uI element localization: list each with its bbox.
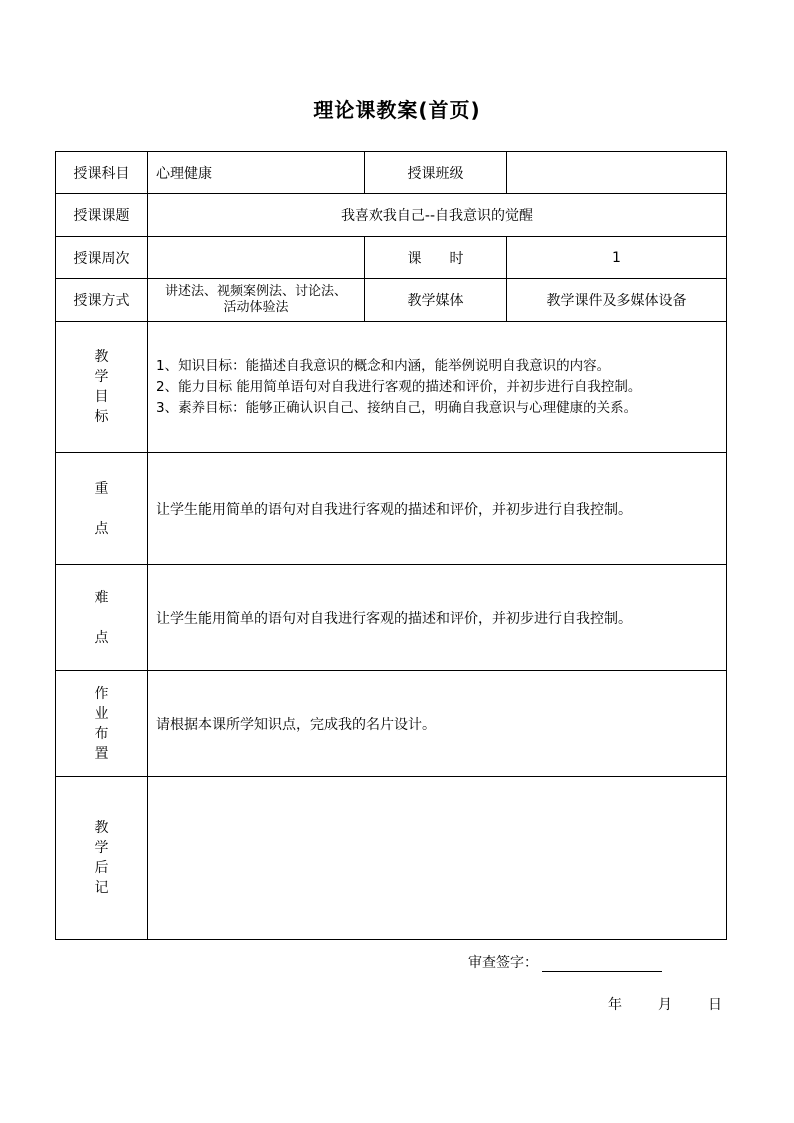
page-title: 理论课教案(首页) bbox=[313, 98, 481, 122]
reflection-label bbox=[56, 777, 148, 940]
row-topic bbox=[56, 194, 727, 237]
homework-label-char: 业 bbox=[94, 705, 109, 722]
row-homework bbox=[56, 671, 727, 777]
reflection-label-char: 后 bbox=[94, 860, 109, 876]
reflection-label-char: 学 bbox=[94, 840, 109, 856]
difficulty-label bbox=[56, 565, 148, 671]
goal-item-literacy: 3、素养目标：能够正确认识自己、接纳自己，明确自我意识与心理健康的关系。 bbox=[156, 399, 638, 416]
week-value bbox=[148, 237, 365, 279]
difficulty-label-char: 点 bbox=[94, 629, 109, 646]
homework-label-char: 置 bbox=[94, 745, 109, 762]
difficulty-content: 让学生能用简单的语句对自我进行客观的描述和评价，并初步进行自我控制。 bbox=[148, 565, 727, 671]
lesson-plan-table bbox=[55, 151, 727, 940]
method-label: 授课方式 bbox=[56, 279, 148, 322]
row-week bbox=[56, 237, 727, 279]
signature-area bbox=[468, 952, 662, 972]
media-label: 教学媒体 bbox=[365, 279, 507, 322]
signature-line[interactable] bbox=[542, 957, 662, 972]
goals-label bbox=[56, 322, 148, 453]
key-point-label bbox=[56, 453, 148, 565]
date-year: 年 bbox=[608, 997, 622, 1013]
topic-value: 我喜欢我自己--自我意识的觉醒 bbox=[148, 194, 727, 237]
homework-label-char: 布 bbox=[94, 725, 109, 742]
homework-label-char: 作 bbox=[94, 685, 109, 702]
homework-label bbox=[56, 671, 148, 777]
goals-label-char: 教 bbox=[94, 349, 109, 365]
goals-label-char: 学 bbox=[94, 369, 109, 385]
reflection-label-char: 教 bbox=[94, 820, 109, 836]
week-label: 授课周次 bbox=[56, 237, 148, 279]
goals-label-char: 目 bbox=[94, 389, 109, 405]
subject-label: 授课科目 bbox=[56, 152, 148, 194]
method-value-line1: 讲述法、视频案例法、讨论法、 bbox=[164, 284, 347, 299]
row-subject bbox=[56, 152, 727, 194]
method-value-line2: 活动体验法 bbox=[223, 300, 289, 315]
topic-label: 授课课题 bbox=[56, 194, 148, 237]
class-label: 授课班级 bbox=[365, 152, 507, 194]
row-difficulty bbox=[56, 565, 727, 671]
row-method bbox=[56, 279, 727, 322]
reflection-label-char: 记 bbox=[94, 880, 109, 896]
goal-item-ability: 2、能力目标 能用简单语句对自我进行客观的描述和评价，并初步进行自我控制。 bbox=[156, 378, 642, 395]
goals-content bbox=[148, 322, 727, 453]
reflection-content bbox=[148, 777, 727, 940]
key-point-label-char: 点 bbox=[94, 520, 109, 537]
goal-item-knowledge: 1、知识目标：能描述自我意识的概念和内涵，能举例说明自我意识的内容。 bbox=[156, 357, 611, 374]
media-value: 教学课件及多媒体设备 bbox=[507, 279, 727, 322]
row-reflection bbox=[56, 777, 727, 940]
hours-value: 1 bbox=[507, 237, 727, 279]
difficulty-label-char: 难 bbox=[94, 589, 109, 606]
goals-label-char: 标 bbox=[94, 409, 109, 425]
class-value bbox=[507, 152, 727, 194]
date-day: 日 bbox=[708, 997, 722, 1013]
hours-label: 课 时 bbox=[365, 237, 507, 279]
signature-label: 审查签字： bbox=[468, 955, 538, 971]
method-value bbox=[148, 279, 365, 322]
key-point-content: 让学生能用简单的语句对自我进行客观的描述和评价，并初步进行自我控制。 bbox=[148, 453, 727, 565]
subject-value: 心理健康 bbox=[148, 152, 365, 194]
date-month: 月 bbox=[658, 997, 672, 1013]
homework-content: 请根据本课所学知识点，完成我的名片设计。 bbox=[148, 671, 727, 777]
key-point-label-char: 重 bbox=[94, 480, 109, 497]
row-key-point bbox=[56, 453, 727, 565]
row-goals bbox=[56, 322, 727, 453]
date-area bbox=[608, 994, 722, 1014]
